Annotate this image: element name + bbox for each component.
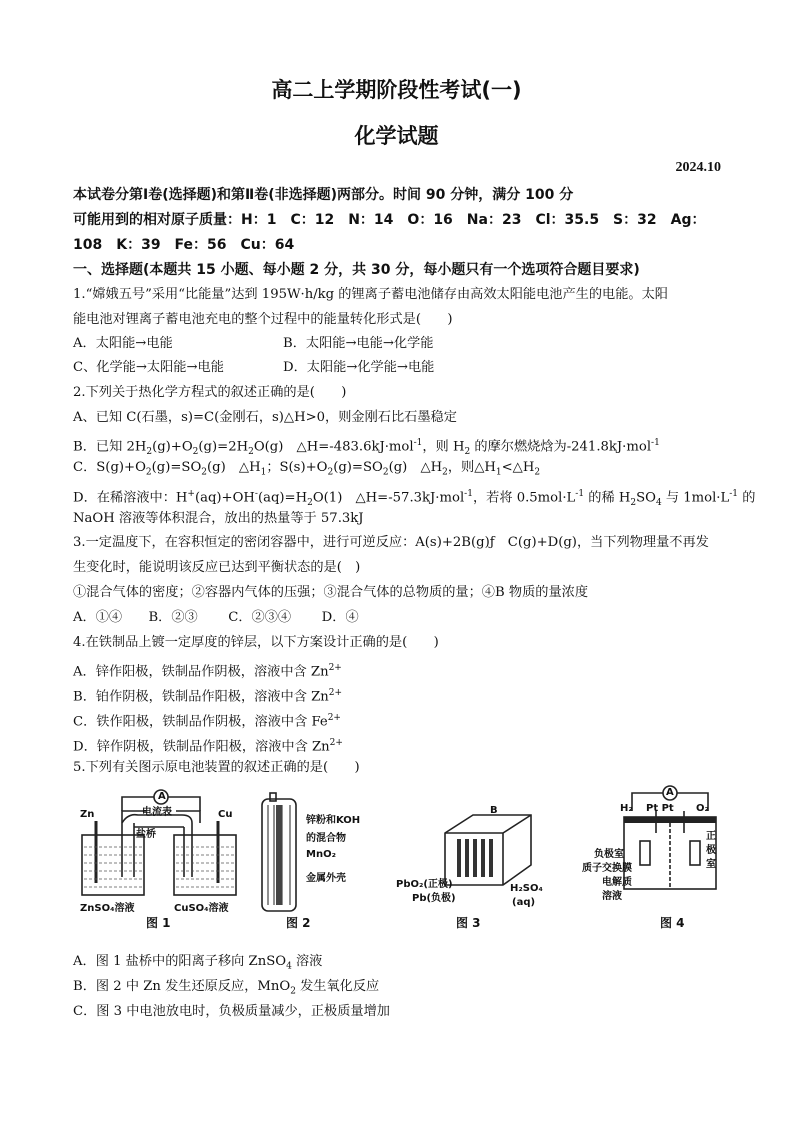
q5-stem: 5.下列有关图示原电池装置的叙述正确的是( ) [73, 760, 360, 775]
q3-stem-2: 生变化时，能说明该反应已达到平衡状态的是( ) [73, 560, 361, 575]
fig2-label-2: 的混合物 [306, 833, 346, 844]
fig4-o2-label: O₂ [696, 803, 709, 814]
q4-option-c: C．铁作阳极，铁制品作阴极，溶液中含 $Fe^{2+}$ [73, 713, 341, 730]
fig1-right-solution: CuSO₄溶液 [174, 903, 229, 914]
exam-title: 高二上学期阶段性考试(一) [271, 78, 522, 102]
fig4-pos-room-1: 正 [706, 831, 716, 842]
fig4-meter-symbol: A [666, 787, 674, 798]
fig1-caption: 图 1 [146, 916, 171, 930]
q1-stem-2: 能电池对锂离子蓄电池充电的整个过程中的能量转化形式是( ) [73, 312, 453, 327]
q1-option-d: D．太阳能→化学能→电能 [283, 360, 435, 375]
fig1-bridge-label: 盐桥 [136, 829, 156, 840]
fig2-label-4: 金属外壳 [306, 873, 346, 884]
fig3-aq: (aq) [512, 897, 536, 908]
subject-title: 化学试题 [354, 124, 439, 148]
fig3-negative: Pb(负极) [412, 893, 456, 904]
q1-row-1 [73, 334, 733, 354]
q3-stem-1: 3.一定温度下，在容积恒定的密闭容器中，进行可逆反应：A(s)+2B(g)ƒ C(g)+D(g)，当下列物理量不再发 [73, 535, 709, 550]
q2-option-a: A、已知 C(石墨，s)=C(金刚石，s)△H>0，则金刚石比石墨稳定 [73, 410, 457, 425]
intro-line-1: 本试卷分第Ⅰ卷(选择题)和第Ⅱ卷(非选择题)两部分。时间 90 分钟，满分 100 分 [73, 187, 574, 203]
q5-option-c: C．图 3 中电池放电时，负极质量减少，正极质量增加 [73, 1004, 390, 1019]
fig2-label-1: 锌粉和KOH [306, 815, 361, 826]
fig1-meter-symbol: A [158, 791, 166, 802]
q2-option-d: D．在稀溶液中：$H^+(aq)+OH^-(aq)=H_2O(1)$ △H=-57.3kJ·mol$^{-1}$，若将 $0.5mol\cdot L^{-1}$ 的稀 $H_2SO_4$ 与 $1mol\cdot L^{-1}$ 的 [73, 489, 756, 509]
q1-option-b: B．太阳能→电能→化学能 [283, 336, 434, 351]
fig4-solution: 溶液 [602, 891, 622, 902]
intro-line-2: 可能用到的相对原子质量：H：1 C：12 N：14 O：16 Na：23 Cl：35.5 S：32 Ag： [73, 212, 706, 228]
q4-option-d: D．锌作阴极，铁制品作阳极，溶液中含 $Zn^{2+}$ [73, 738, 343, 755]
fig4-membrane: 质子交换膜 [582, 863, 632, 874]
q4-option-b: B．铂作阴极，铁制品作阳极，溶液中含 $Zn^{2+}$ [73, 688, 343, 705]
figure-2-diagram [250, 783, 310, 933]
q4-option-a: A．锌作阳极，铁制品作阴极，溶液中含 $Zn^{2+}$ [73, 663, 342, 680]
q5-option-b: B．图 2 中 Zn 发生还原反应，MnO$_2$ 发生氧化反应 [73, 979, 380, 997]
fig3-electrolyte: H₂SO₄ [510, 883, 543, 894]
q2-stem: 2.下列关于热化学方程式的叙述正确的是( ) [73, 385, 347, 400]
q1-option-c: C、化学能→太阳能→电能 [73, 360, 224, 375]
q1-stem-1: 1.“嫦娥五号”采用“比能量”达到 195W·h/kg 的锂离子蓄电池储存由高效太阳能电池产生的电能。太阳 [73, 287, 668, 302]
q5-option-a: A．图 1 盐桥中的阳离子移向 ZnSO$_4$ 溶液 [73, 954, 323, 972]
fig4-neg-room: 负极室 [594, 849, 624, 860]
fig3-caption: 图 3 [456, 916, 481, 930]
fig4-caption: 图 4 [660, 916, 685, 930]
q2-option-b: B．已知 $2H_2(g)+O_2(g)=2H_2O(g)$ △H=-483.6kJ·mol$^{-1}$，则 $H_2$ 的摩尔燃烧焓为-241.8kJ·mol$^{-1}$ [73, 438, 660, 458]
fig4-h2-label: H₂ [620, 803, 633, 814]
fig4-pt-label: Pt Pt [646, 803, 674, 814]
fig1-left-solution: ZnSO₄溶液 [80, 903, 135, 914]
section-heading: 一、选择题(本题共 15 小题、每小题 2 分，共 30 分，每小题只有一个选项符合题目要求) [73, 262, 640, 278]
q2-option-d-cont: NaOH 溶液等体积混合，放出的热量等于 57.3kJ [73, 511, 364, 526]
fig1-zn-label: Zn [80, 809, 95, 820]
intro-line-3: 108 K：39 Fe：56 Cu：64 [73, 237, 295, 253]
q4-stem: 4.在铁制品上镀一定厚度的锌层，以下方案设计正确的是( ) [73, 635, 439, 650]
fig4-pos-room-2: 极 [706, 845, 716, 856]
q3-options: A．①④ B．②③ C．②③④ D．④ [73, 610, 359, 625]
fig1-cu-label: Cu [218, 809, 233, 820]
fig3-positive: PbO₂(正极) [396, 879, 453, 890]
exam-date: 2024.10 [675, 160, 721, 175]
fig3-letter: B [490, 805, 498, 816]
fig4-electrolyte: 电解质 [602, 877, 632, 888]
q1-row-2 [73, 358, 733, 378]
q5-figures [78, 783, 723, 933]
q3-items: ①混合气体的密度；②容器内气体的压强；③混合气体的总物质的量；④B 物质的量浓度 [73, 585, 589, 600]
q2-option-c: C．$S(g)+O_2(g)=SO_2(g)$ $\triangle H_1$；$S(s)+O_2(g)=SO_2(g)$ $\triangle H_2$，则$\triangle H_1<\triangle H_2$ [73, 460, 541, 478]
fig1-meter-label: 电流表 [142, 807, 172, 818]
fig2-label-3: MnO₂ [306, 849, 336, 860]
fig2-caption: 图 2 [286, 916, 311, 930]
fig4-pos-room-3: 室 [706, 859, 716, 870]
q1-option-a: A．太阳能→电能 [73, 336, 173, 351]
